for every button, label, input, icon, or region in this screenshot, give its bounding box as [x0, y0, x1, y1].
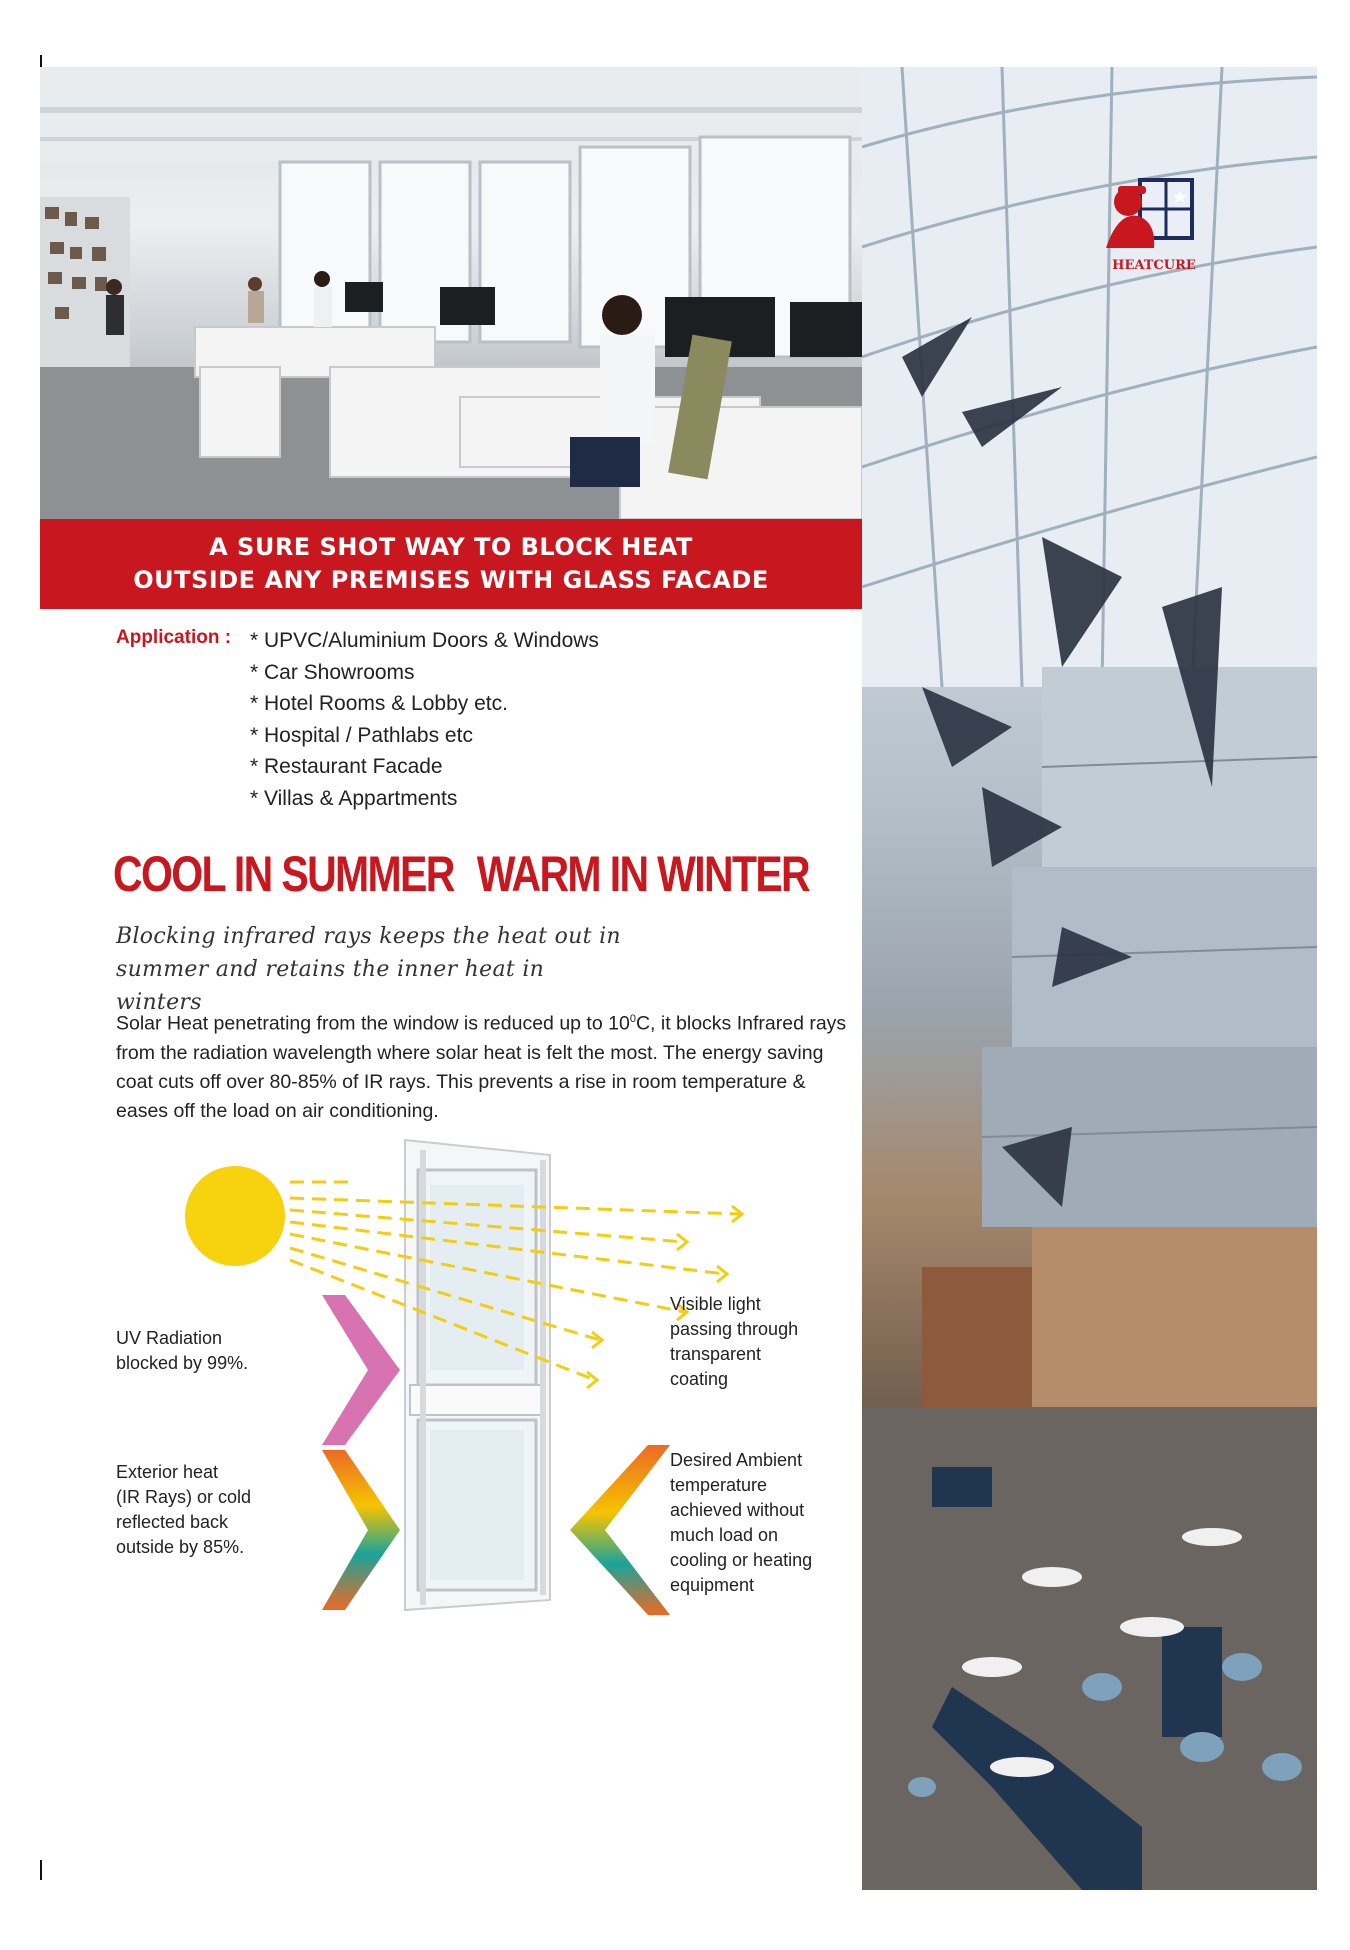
ambient-chevron-icon	[570, 1445, 670, 1615]
banner-line-1: A SURE SHOT WAY TO BLOCK HEAT	[209, 533, 693, 561]
crop-mark-bottom	[40, 1860, 42, 1880]
window-icon	[405, 1140, 550, 1610]
sun-icon	[185, 1166, 285, 1266]
list-item: * UPVC/Aluminium Doors & Windows	[250, 629, 599, 652]
list-item: * Villas & Appartments	[250, 786, 458, 810]
tagline-line-1: Blocking infrared rays keeps the heat out in	[116, 924, 621, 949]
brand-name: HEATCURE	[1112, 258, 1196, 273]
list-item: * Restaurant Facade	[250, 755, 443, 778]
ir-label: Exterior heat (IR Rays) or cold reflected back outside by 85%.	[116, 1462, 252, 1557]
ir-chevron-icon	[322, 1450, 400, 1610]
body-text-end: C, it blocks Infrared rays from the radiation wavelength where solar heat is felt the most. The energy saving coat cuts off over 80-85% of IR rays. This prevents a rise in room temperature & eases off the load on air conditioning.	[116, 1012, 847, 1122]
banner-line-2: OUTSIDE ANY PREMISES WITH GLASS FACADE	[133, 566, 769, 594]
visible-light-label: Visible light passing through transparent coating	[670, 1294, 799, 1389]
atrium-photo	[862, 67, 1317, 1890]
brand-emblem-icon	[1098, 176, 1210, 260]
list-item: * Hotel Rooms & Lobby etc.	[250, 692, 508, 715]
application-label: Application :	[116, 627, 232, 648]
headline-summer: COOL IN SUMMER	[113, 846, 454, 902]
list-item: * Hospital / Pathlabs etc	[250, 723, 473, 747]
headline-banner	[40, 519, 862, 609]
body-paragraph	[116, 1005, 856, 1126]
heatcure-logo	[1098, 176, 1210, 276]
list-item: * Car Showrooms	[250, 660, 415, 684]
ambient-label: Desired Ambient temperature achieved without much load on cooling or heating equipment	[670, 1450, 813, 1595]
uv-label: UV Radiation blocked by 99%.	[116, 1328, 249, 1373]
degree-superscript: 0	[629, 1013, 636, 1025]
uv-chevron-icon	[322, 1295, 400, 1445]
tagline-line-2: summer and retains the inner heat in winters	[116, 957, 545, 1015]
page-title	[113, 845, 832, 903]
window-diagram	[100, 1130, 860, 1630]
application-list	[250, 625, 599, 814]
body-text-start: Solar Heat penetrating from the window is reduced up to 10	[116, 1012, 630, 1035]
headline-winter: WARM IN WINTER	[476, 846, 810, 902]
office-photo	[40, 67, 862, 519]
